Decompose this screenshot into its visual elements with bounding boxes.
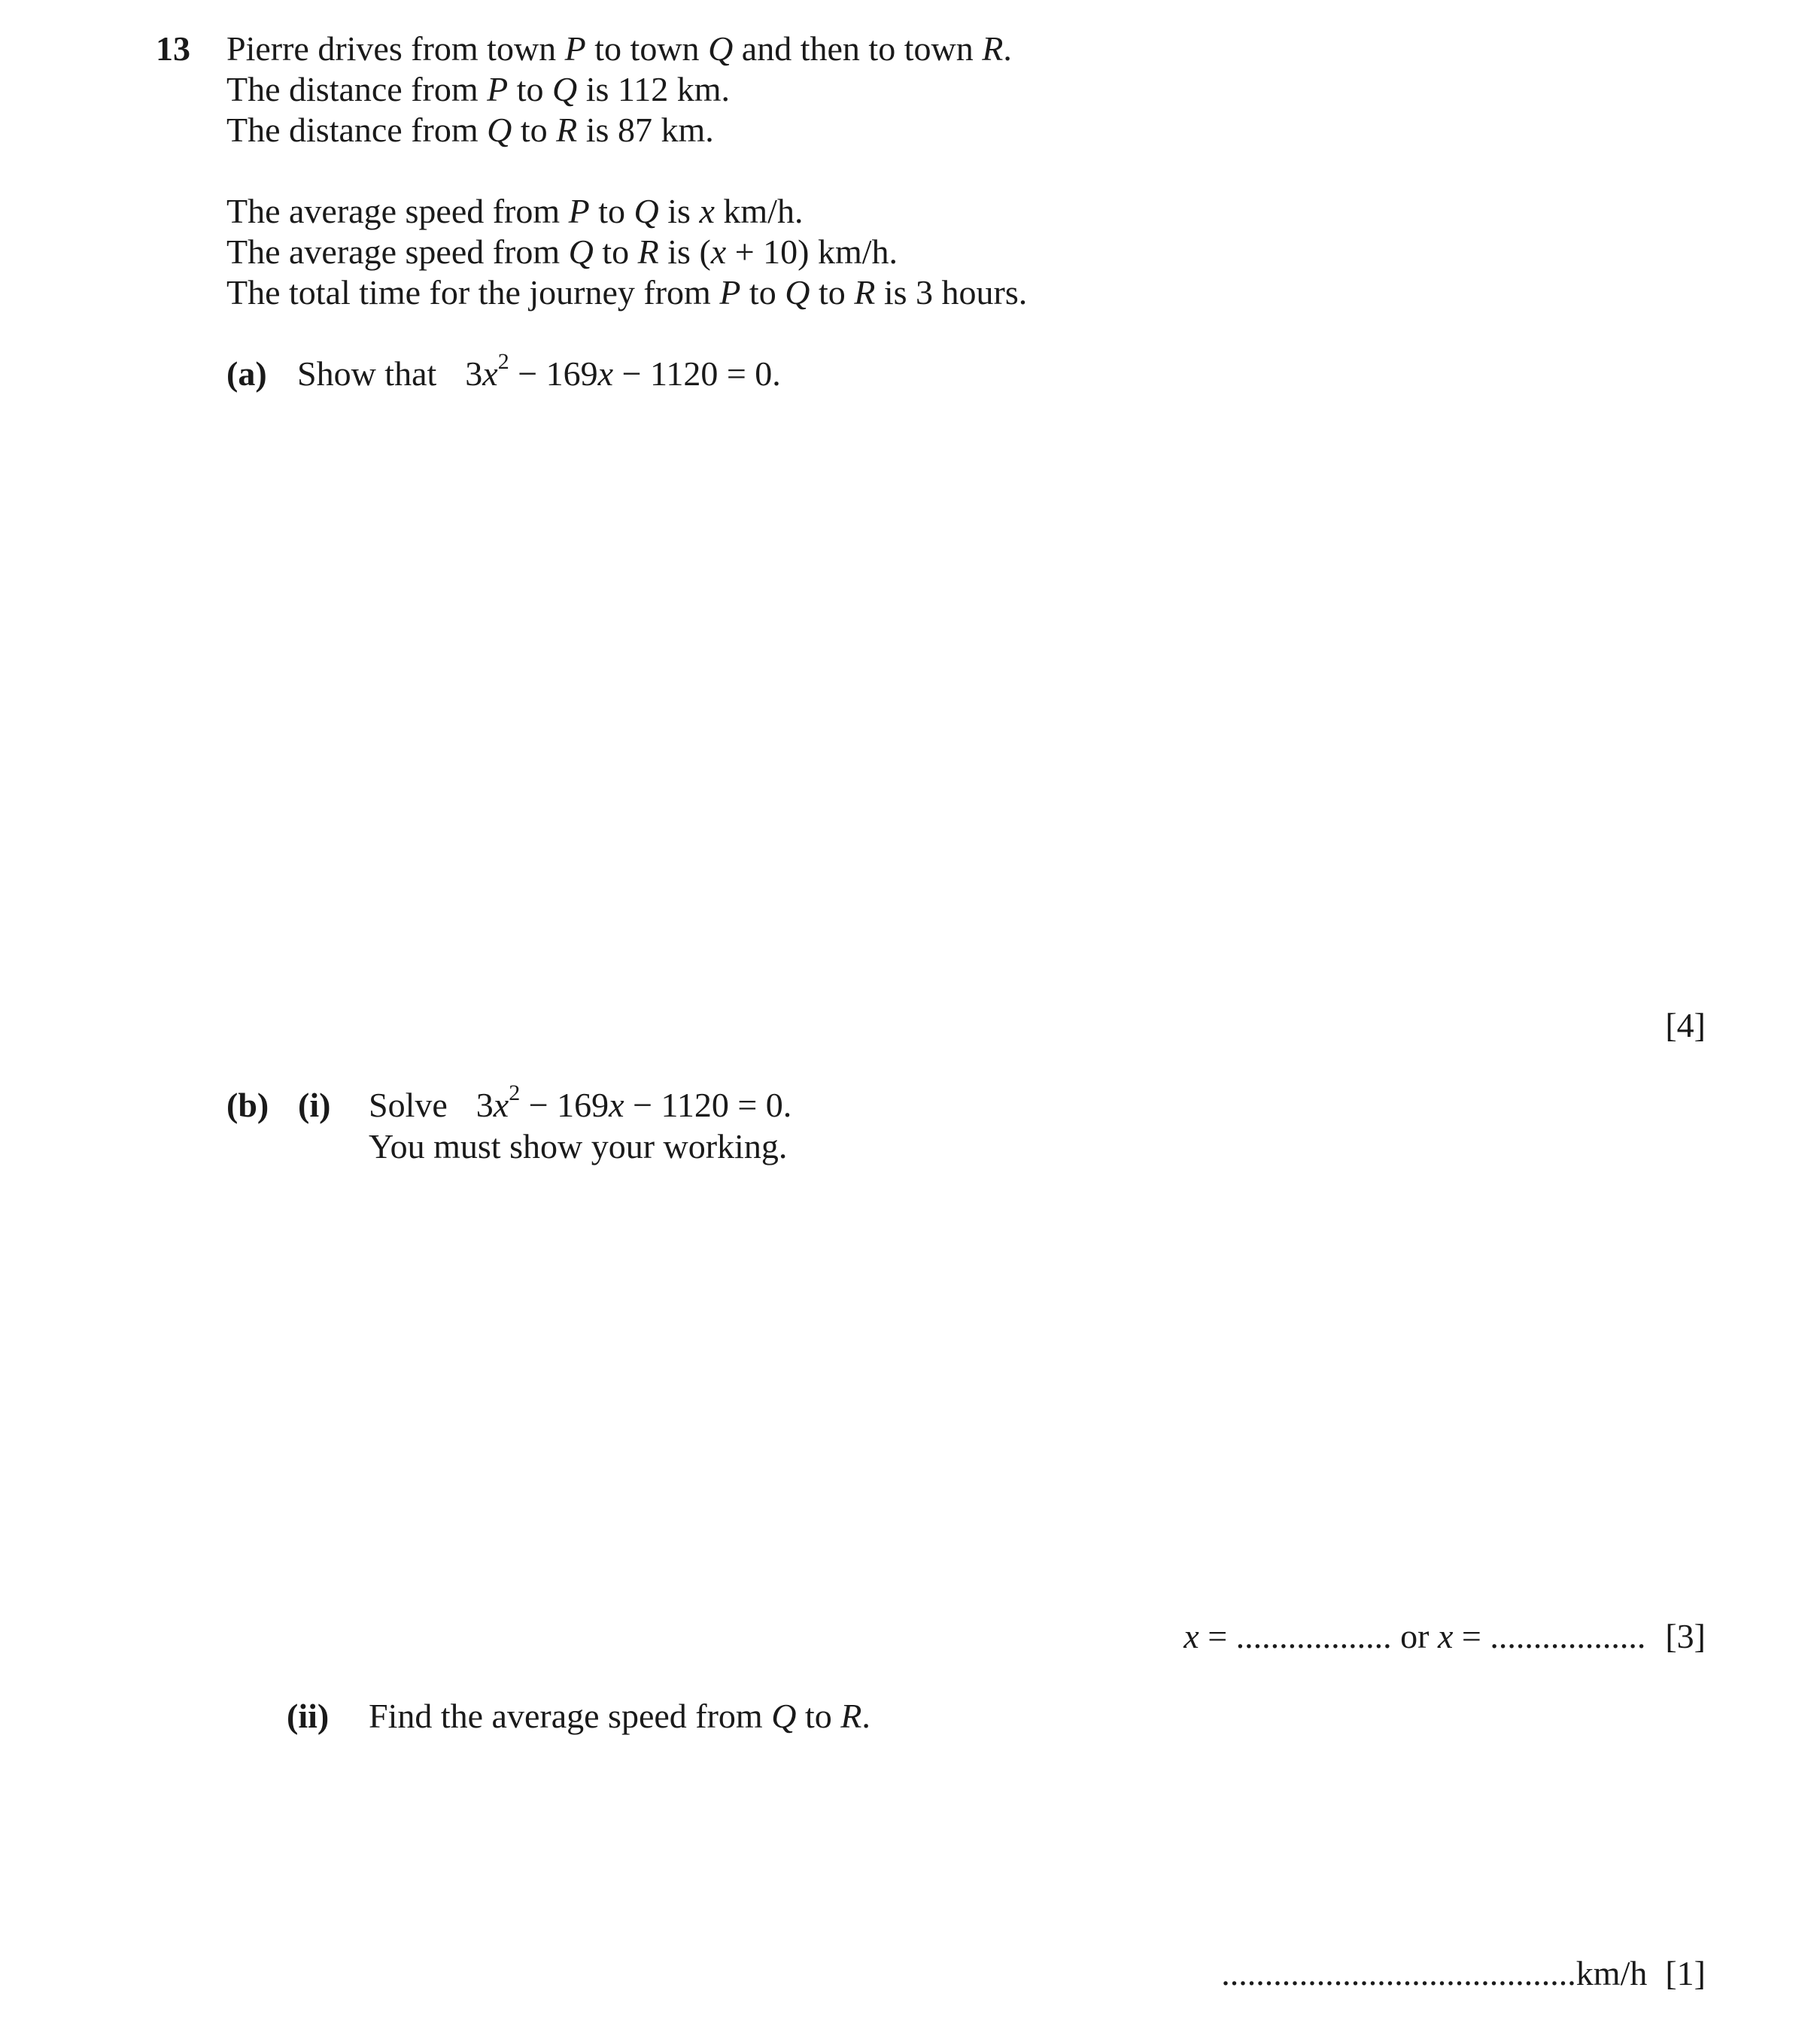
part-b-label: (b) <box>226 1086 269 1124</box>
stem-line: Pierre drives from town P to town Q and then to town R. <box>226 29 1012 68</box>
question-number: 13 <box>156 29 190 68</box>
part-b-ii-label: (ii) <box>287 1697 330 1735</box>
part-b-ii-answer-line <box>1221 1953 1706 1994</box>
stem-line: The total time for the journey from P to Q to R is 3 hours. <box>226 273 1028 312</box>
part-b-i-prompt <box>369 1080 792 1126</box>
answer-var-1: x <box>1183 1617 1199 1655</box>
answer-var-2: x <box>1437 1617 1454 1655</box>
part-a-prompt <box>297 349 781 394</box>
part-a-text: Show that <box>297 354 437 393</box>
part-b-i-label: (i) <box>298 1086 331 1124</box>
answer-unit: km/h <box>1575 1954 1648 1992</box>
answer-or: or <box>1391 1617 1438 1655</box>
stem-line: The distance from P to Q is 112 km. <box>226 70 731 108</box>
part-a-marks: [4] <box>1665 1006 1706 1044</box>
part-b-i-marks: [3] <box>1665 1617 1706 1655</box>
part-b-ii-prompt: Find the average speed from Q to R. <box>369 1697 871 1735</box>
answer-blank-1[interactable]: .................. <box>1235 1617 1392 1655</box>
stem-line: The average speed from P to Q is x km/h. <box>226 192 804 230</box>
part-b-i-answer-line: x = .................. or x = .................. [3] <box>1183 1617 1706 1655</box>
answer-blank-2[interactable]: .................. <box>1490 1617 1646 1655</box>
part-a-equation: $3x^2 - 169x - 1120 = 0$. <box>465 349 781 393</box>
answer-blank-speed[interactable]: ......................................... <box>1221 1954 1576 1992</box>
stem-line: The distance from Q to R is 87 km. <box>226 111 714 149</box>
part-b-ii-marks: [1] <box>1665 1954 1706 1992</box>
part-a-label: (a) <box>226 354 267 393</box>
part-b-i-instruction: You must show your working. <box>369 1127 788 1165</box>
part-b-i-equation: $3x^2 - 169x - 1120 = 0$. <box>476 1080 792 1124</box>
stem-line: The average speed from Q to R is (x + 10) km/h. <box>226 232 898 271</box>
part-b-i-text: Solve <box>369 1086 448 1124</box>
